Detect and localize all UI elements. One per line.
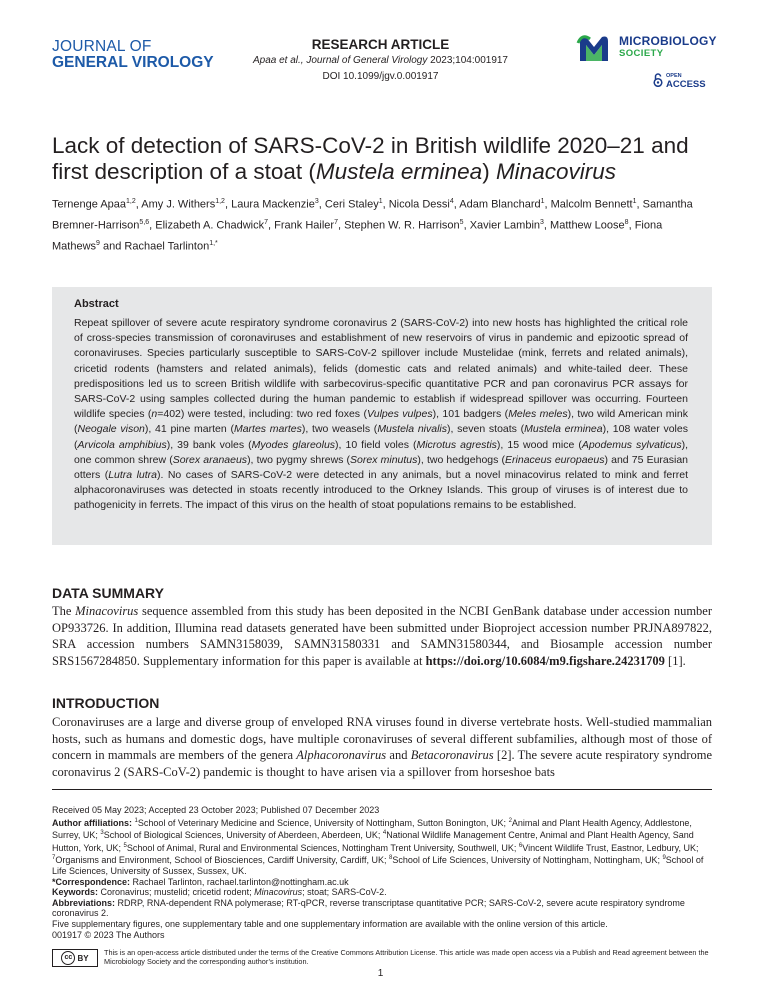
author-name: Stephen W. R. Harrison <box>344 219 460 232</box>
author-affiliation-marker: 1 <box>540 198 545 205</box>
author-affiliation-marker: 1,2 <box>126 198 136 205</box>
society-logo-icon <box>576 31 616 65</box>
author-affiliation-marker: 1,2 <box>215 198 225 205</box>
author-affiliation-marker: 7 <box>264 219 269 227</box>
affiliation-number: 2 <box>508 817 512 824</box>
author-name: Elizabeth A. Chadwick <box>155 219 265 232</box>
author-affiliation-marker: 3 <box>314 198 319 205</box>
abstract-heading: Abstract <box>74 298 119 310</box>
affiliation-number: 1 <box>134 817 138 824</box>
article-title <box>52 133 712 185</box>
author-name: Adam Blanchard <box>459 198 541 211</box>
cc-icon: cc <box>61 951 75 965</box>
journal-name-line2: GENERAL VIROLOGY <box>52 54 214 71</box>
title-part: ) <box>482 159 496 184</box>
affiliation-number: 4 <box>382 830 387 837</box>
affiliation-number: 9 <box>662 855 666 862</box>
author-affiliation-marker: 1 <box>378 198 383 205</box>
affiliation-number: 3 <box>100 830 104 837</box>
citation-volume: 2023;104:001917 <box>430 55 508 66</box>
affiliation-text: School of Animal, Rural and Environmental Sciences, Nottingham Trent University, Southwell, UK; <box>126 842 519 853</box>
affiliation-number: 5 <box>123 842 127 849</box>
affiliation-text: Vincent Wildlife Trust, Eastnor, Ledbury, UK; <box>522 842 699 853</box>
keywords: Keywords: Coronavirus; mustelid; cricetid rodent; Minacovirus; stoat; SARS-CoV-2. <box>52 887 387 898</box>
society-name-sub: SOCIETY <box>619 48 664 59</box>
author-affiliation-marker: 9 <box>96 240 100 248</box>
data-summary-heading: DATA SUMMARY <box>52 585 164 601</box>
received-dates: Received 05 May 2023; Accepted 23 October 2023; Published 07 December 2023 <box>52 805 380 815</box>
author-affiliation-marker: 1 <box>632 198 637 205</box>
affiliation-text: Organisms and Environment, School of Biosciences, Cardiff University, Cardiff, UK; <box>55 855 389 866</box>
author-affiliation-marker: 8 <box>624 219 629 227</box>
abbreviations: Abbreviations: RDRP, RNA-dependent RNA polymerase; RT-qPCR, reverse transcriptase quantitative PCR; SARS-CoV-2, severe acute respiratory syndrome coronavirus 2. <box>52 897 685 919</box>
author-name: Matthew Loose <box>550 219 625 232</box>
copyright: 001917 © 2023 The Authors <box>52 929 165 940</box>
affiliation-text: School of Life Sciences, University of Nottingham, Nottingham, UK; <box>392 855 663 866</box>
introduction-heading: INTRODUCTION <box>52 695 160 711</box>
author-name: Amy J. Withers <box>141 198 216 211</box>
author-name: Ternenge Apaa <box>52 198 127 211</box>
author-affiliation-marker: 3 <box>540 219 544 227</box>
footnote-divider <box>52 789 712 790</box>
journal-name-line1: JOURNAL OF <box>52 38 152 55</box>
affiliation-text: National Wildlife Management Centre, Animal and Plant Health Agency, Sand Hutton, York, UK; <box>52 830 694 853</box>
author-affiliation-marker: 5 <box>459 219 464 227</box>
society-name: MICROBIOLOGY <box>619 34 717 48</box>
author-affiliation-marker: 1,* <box>209 240 218 248</box>
correspondence: *Correspondence: Rachael Tarlinton, rachael.tarlinton@nottingham.ac.uk <box>52 876 349 887</box>
affiliation-text: School of Veterinary Medicine and Science, University of Nottingham, Sutton Bonington, UK; <box>137 817 509 828</box>
license-text: This is an open-access article distributed under the terms of the Creative Commons Attribution License. This article was made open access via a Publish and Read agreement between the Microbiology Society and the corresponding author’s institution. <box>104 948 709 966</box>
supplementary-note: Five supplementary figures, one supplementary table and one supplementary information are available with the online version of this article. <box>52 918 608 929</box>
affiliation-text: Animal and Plant Health Agency, Addlestone, Surrey, UK; <box>52 817 692 841</box>
affiliation-number: 7 <box>52 855 56 862</box>
author-name: Xavier Lambin <box>469 219 541 232</box>
title-genus: Minacovirus <box>495 159 616 184</box>
author-name: Laura Mackenzie <box>231 198 315 211</box>
article-type: RESEARCH ARTICLE <box>311 37 450 52</box>
doi: DOI 10.1099/jgv.0.001917 <box>322 71 439 82</box>
data-summary-text: The Minacovirus sequence assembled from this study has been deposited in the NCBI GenBank database under accession number OP933726. In addition, Illumina read datasets generated have been submitted under Bioproject accession number PRJNA897822, SRA accession numbers SAMN3158039, SAMN31580331 and SAMN31580344, and Biosample accession number SRS1567284850. Supplementary information for this paper is available at https://doi.org/10.6084/m9.figshare.24231709 [1]. <box>52 604 713 668</box>
author-list: Ternenge Apaa$^{1,2}$, Amy J. Withers$^{1,2}$, Laura Mackenzie$^3$, Ceri Staley$^1$, Nicola Dessi$^4$, Adam Blanchard$^1$, Malcolm Bennett$^1$, Samantha Bremner-Harrison$^{5,6}$, Elizabeth A. Chadwick$^7$, Frank Hailer$^7$, Stephen W. R. Harrison$^5$, Xavier Lambin$^3$, Matthew Loose$^8$, Fiona Mathews$^9$ and Rachael Tarlinton$^{1,*}$ <box>52 198 693 253</box>
author-affiliation-marker: 5,6 <box>139 219 150 227</box>
affiliation-number: 6 <box>518 842 523 849</box>
title-part: Lack of detection of SARS-CoV-2 in British wildlife 2020–21 and first description of a stoat ( <box>52 133 689 184</box>
author-affiliation-marker: 7 <box>334 219 338 227</box>
citation-authors: Apaa et al., <box>252 55 304 66</box>
author-name: Malcolm Bennett <box>550 198 633 211</box>
open-access-lock-icon <box>653 73 663 87</box>
author-name: Nicola Dessi <box>388 198 450 211</box>
affiliations: Author affiliations: $^1$School of Veterinary Medicine and Science, University of Nottingham, Sutton Bonington, UK; $^2$Animal and Plant Health Agency, Addlestone, Surrey, UK; $^3$School of Biological Sciences, University of Aberdeen, Aberdeen, UK; $^4$National Wildlife Management Centre, Animal and Plant Health Agency, Sand Hutton, York, UK; $^5$School of Animal, Rural and Environmental Sciences, Nottingham Trent University, Southwell, UK; $^6$Vincent Wildlife Trust, Eastnor, Ledbury, UK; $^7$Organisms and Environment, School of Biosciences, Cardiff University, Cardiff, UK; $^8$School of Life Sciences, University of Nottingham, Nottingham, UK; $^9$School of Life Sciences, University of Sussex, Sussex, UK. <box>52 817 704 876</box>
author-affiliation-marker: 4 <box>449 198 454 205</box>
affiliation-number: 8 <box>388 855 393 862</box>
introduction-text: Coronaviruses are a large and diverse group of enveloped RNA viruses found in diverse vertebrate hosts. Well-studied mammalian hosts, such as humans and domestic dogs, have multiple coronaviruses of several different subfamilies, although most of those of concern in mammals are members of the genera Alphacoronavirus and Betacoronavirus [2]. The severe acute respiratory syndrome coronavirus 2 (SARS-CoV-2) pandemic is thought to have arisen via a spillover from horseshoe bats <box>52 715 713 779</box>
citation-journal: Journal of General Virology <box>306 55 428 66</box>
affiliation-text: School of Biological Sciences, University of Aberdeen, Aberdeen, UK; <box>103 830 383 841</box>
access-label: ACCESS <box>666 79 706 90</box>
author-name: Frank Hailer <box>274 219 335 232</box>
author-name: Rachael Tarlinton <box>124 240 210 253</box>
figshare-link[interactable]: https://doi.org/10.6084/m9.figshare.24231709 <box>425 653 665 668</box>
title-species: Mustela erminea <box>315 159 483 184</box>
footnotes <box>52 805 712 940</box>
author-name: Fiona Mathews <box>52 219 663 253</box>
author-name: Ceri Staley <box>324 198 379 211</box>
page-number: 1 <box>377 968 384 979</box>
by-label: BY <box>77 953 89 963</box>
cc-by-badge-icon <box>52 949 98 967</box>
author-name: Samantha Bremner-Harrison <box>52 198 693 232</box>
abstract-text: Repeat spillover of severe acute respiratory syndrome coronavirus 2 (SARS-CoV-2) into new hosts has highlighted the critical role of cross-species transmission of coronaviruses and establishment of new reservoirs of virus in pandemic and epizootic spread of coronaviruses. Species particularly susceptible to SARS-CoV-2 spillover include Mustelidae (mink, ferrets and related animals), cricetid rodents (hamsters and related animals), felids (domestic cats and related animals) and white-tailed deer. These predispositions led us to screen British wildlife with sarbecovirus-specific quantitative PCR and pan coronavirus PCR assays for SARS-CoV-2 using samples collected during the human pandemic to establish if widespread spillover was occurring. Fourteen wildlife species (n=402) were tested, including: two red foxes (Vulpes vulpes), 101 badgers (Meles meles), two wild American mink (Neogale vison), 41 pine marten (Martes martes), two weasels (Mustela nivalis), seven stoats (Mustela erminea), 108 water voles (Arvicola amphibius), 39 bank voles (Myodes glareolus), 10 field voles (Microtus agrestis), 15 wood mice (Apodemus sylvaticus), one common shrew (Sorex aranaeus), two pygmy shrews (Sorex minutus), two hedgehogs (Erinaceus europaeus) and 75 Eurasian otters (Lutra lutra). No cases of SARS-CoV-2 were detected in any animals, but a novel minacovirus related to mink and ferret alphacoronaviruses was detected in stoats recently introduced to the Orkney Islands. This group of viruses is of interest due to pathogenicity in ferrets. The impact of this virus on the health of stoat populations remains to be established. <box>74 317 689 512</box>
open-label: OPEN <box>666 73 682 79</box>
affiliation-text: School of Life Sciences, University of Sussex, Sussex, UK. <box>52 855 704 876</box>
